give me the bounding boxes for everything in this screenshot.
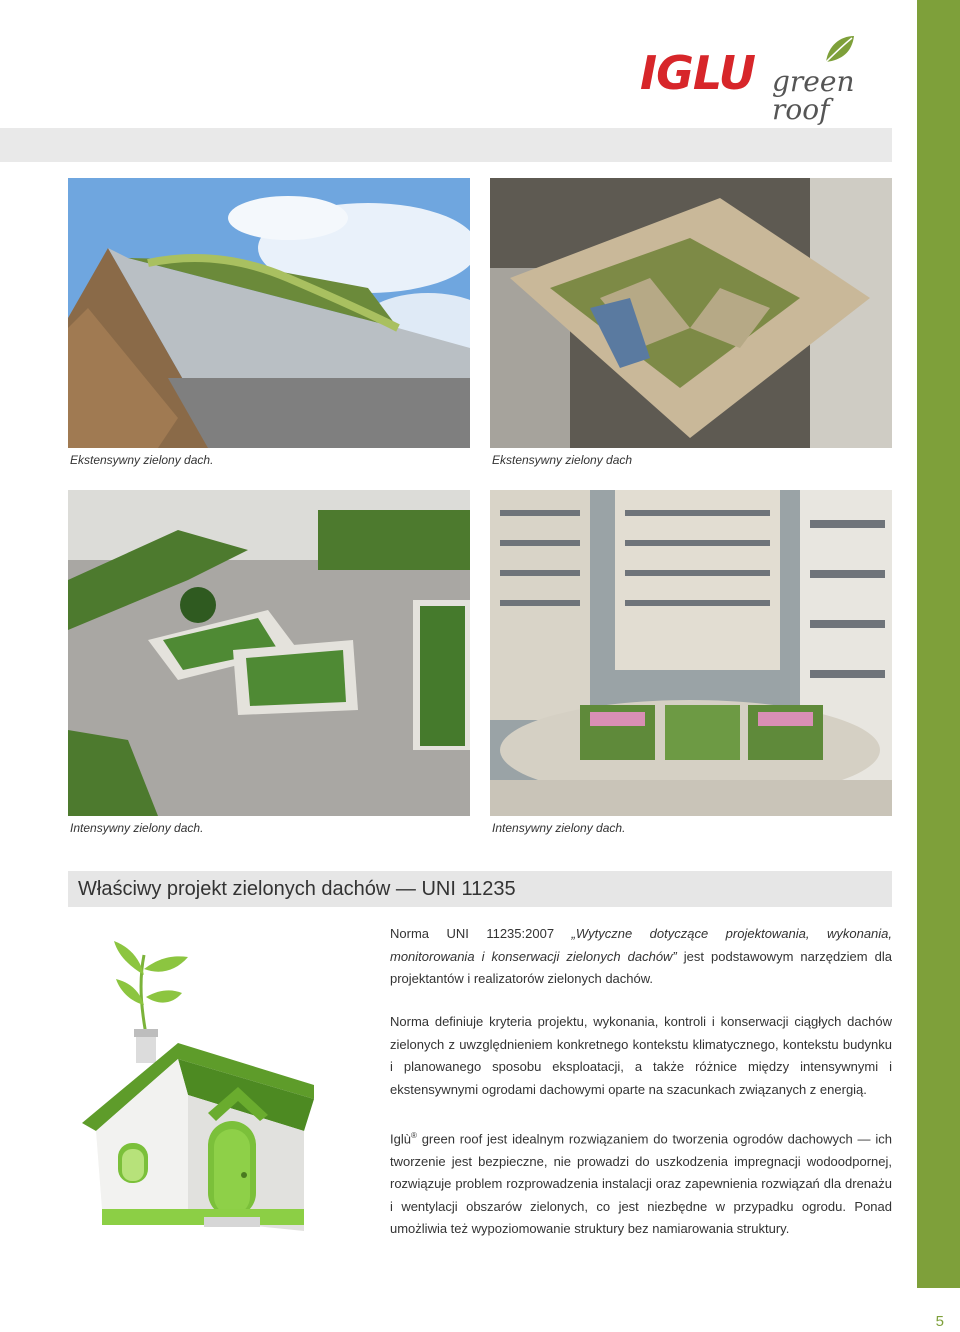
logo-brand-green: green roof	[772, 65, 855, 126]
green-house-illustration	[78, 935, 314, 1235]
side-accent-bar	[917, 0, 960, 1288]
photo-intensive-roof-1	[68, 490, 470, 816]
registered-mark: ®	[410, 1131, 417, 1140]
norm-title-text: „Wytyczne dotyczące projektowania, wykonania, monitorowania i konserwacji zielonych dachów”	[390, 926, 893, 964]
paragraph-norm-definition: Norma definiuje kryteria projektu, wykonania, kontroli i konserwacji ciągłych dachów zielonych z uwzględnieniem konkretnego kontekstu klimatycznego, kontekstu budynku i planowanego sposobu eksploatacji, a także różnice między intensywnymi i ekstensywnymi ogrodami dachowymi oparte na szacunkach związanych z energią.	[390, 1014, 892, 1097]
paragraph-iglu-solution	[390, 1125, 892, 1241]
photo-caption: Intensywny zielony dach.	[70, 821, 204, 835]
section-title: Właściwy projekt zielonych dachów — UNI 11235	[78, 878, 516, 900]
leaf-icon	[824, 34, 856, 64]
photo-caption: Ekstensywny zielony dach	[492, 453, 633, 467]
photo-intensive-roof-2	[490, 490, 892, 816]
page-number: 5	[935, 1313, 944, 1330]
logo-brand-red: IGLU	[640, 46, 756, 100]
iglu-green-roof-logo	[640, 28, 902, 126]
header-band	[0, 128, 892, 162]
photo-extensive-roof-2	[490, 178, 892, 448]
paragraph-norm-intro	[390, 923, 892, 991]
iglu-brand-text: Iglù	[390, 1131, 411, 1147]
iglu-solution-text: green roof jest idealnym rozwiązaniem do tworzenia ogrodów dachowych — ich tworzenie jest bezpieczne, nie prowadzi do uszkodzenia impregnacji wodoodpornej, rozwiązuje problem rozprowadzenia instalacji oraz zapewnienia rozwiązań dla drenażu i wentylacji obszarów zielonych, co jest niezbędne w przypadku ogrodu. Ponad umożliwia też wypoziomowanie struktury bez namiarowania struktury.	[390, 1131, 892, 1237]
section-title-bar	[68, 871, 892, 907]
photo-caption: Intensywny zielony dach.	[492, 821, 626, 835]
photo-caption: Ekstensywny zielony dach.	[70, 453, 214, 467]
norm-lead-text: Norma UNI 11235:2007	[390, 926, 572, 941]
photo-extensive-roof-1	[68, 178, 470, 448]
norm-rest-text: jest podstawowym narzędziem dla projektantów i realizatorów zielonych dachów.	[390, 948, 892, 986]
